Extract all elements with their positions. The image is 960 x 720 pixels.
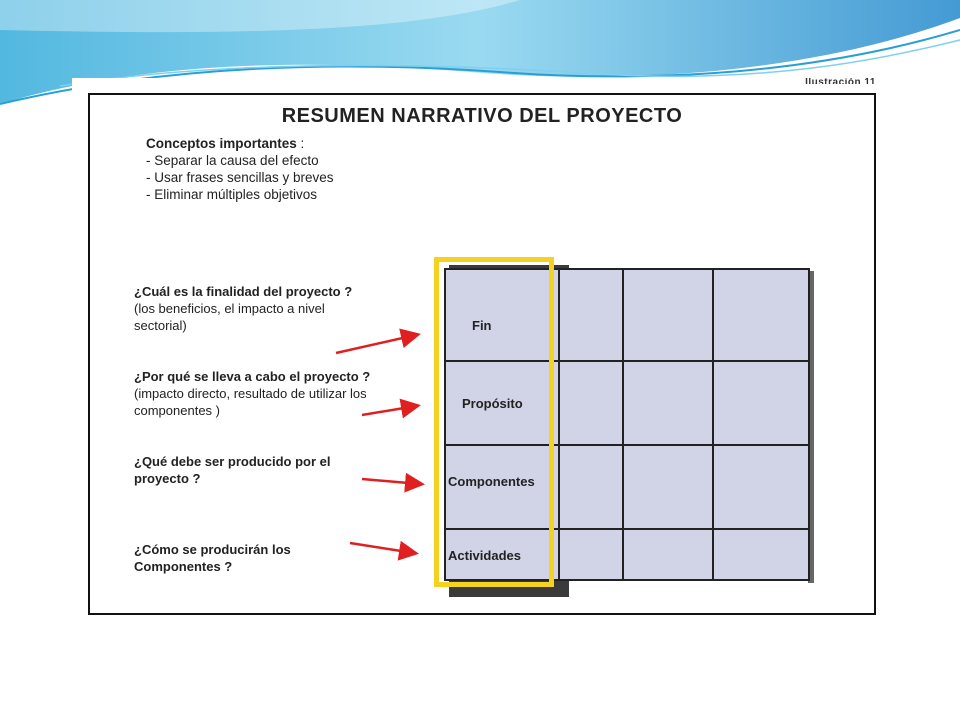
concept-item: - Separar la causa del efecto (146, 153, 319, 168)
row-label-actividades: Actividades (448, 548, 521, 563)
arrow-icon (362, 406, 416, 415)
question-detail: (impacto directo, resultado de utilizar los componentes ) (134, 386, 367, 418)
concept-item: - Eliminar múltiples objetivos (146, 187, 318, 202)
question-text: ¿Qué debe ser producido por el proyecto ? (134, 454, 331, 486)
concepts-heading-suffix: : (296, 136, 305, 151)
row-label-proposito: Propósito (462, 396, 523, 411)
question-detail: (los beneficios, el impacto a nivel sectorial) (134, 301, 325, 333)
row-label-componentes: Componentes (448, 474, 535, 489)
row-label-fin: Fin (472, 318, 492, 333)
caption-partial: Ilustración 11 (805, 78, 876, 84)
concept-item: - Usar frases sencillas y breves (146, 170, 334, 185)
document-frame (88, 93, 876, 615)
arrows-layer (90, 95, 878, 617)
arrow-icon (362, 479, 420, 484)
arrow-icon (336, 335, 416, 353)
question-text: ¿Cuál es la finalidad del proyecto ? (134, 284, 353, 299)
question-text: ¿Por qué se lleva a cabo el proyecto ? (134, 369, 371, 384)
document-title: RESUMEN NARRATIVO DEL PROYECTO (281, 105, 683, 127)
question-text: ¿Cómo se producirán los Componentes ? (134, 542, 291, 574)
slide-image (72, 78, 888, 638)
arrow-icon (350, 543, 414, 553)
concepts-heading: Conceptos importantes (146, 136, 297, 151)
